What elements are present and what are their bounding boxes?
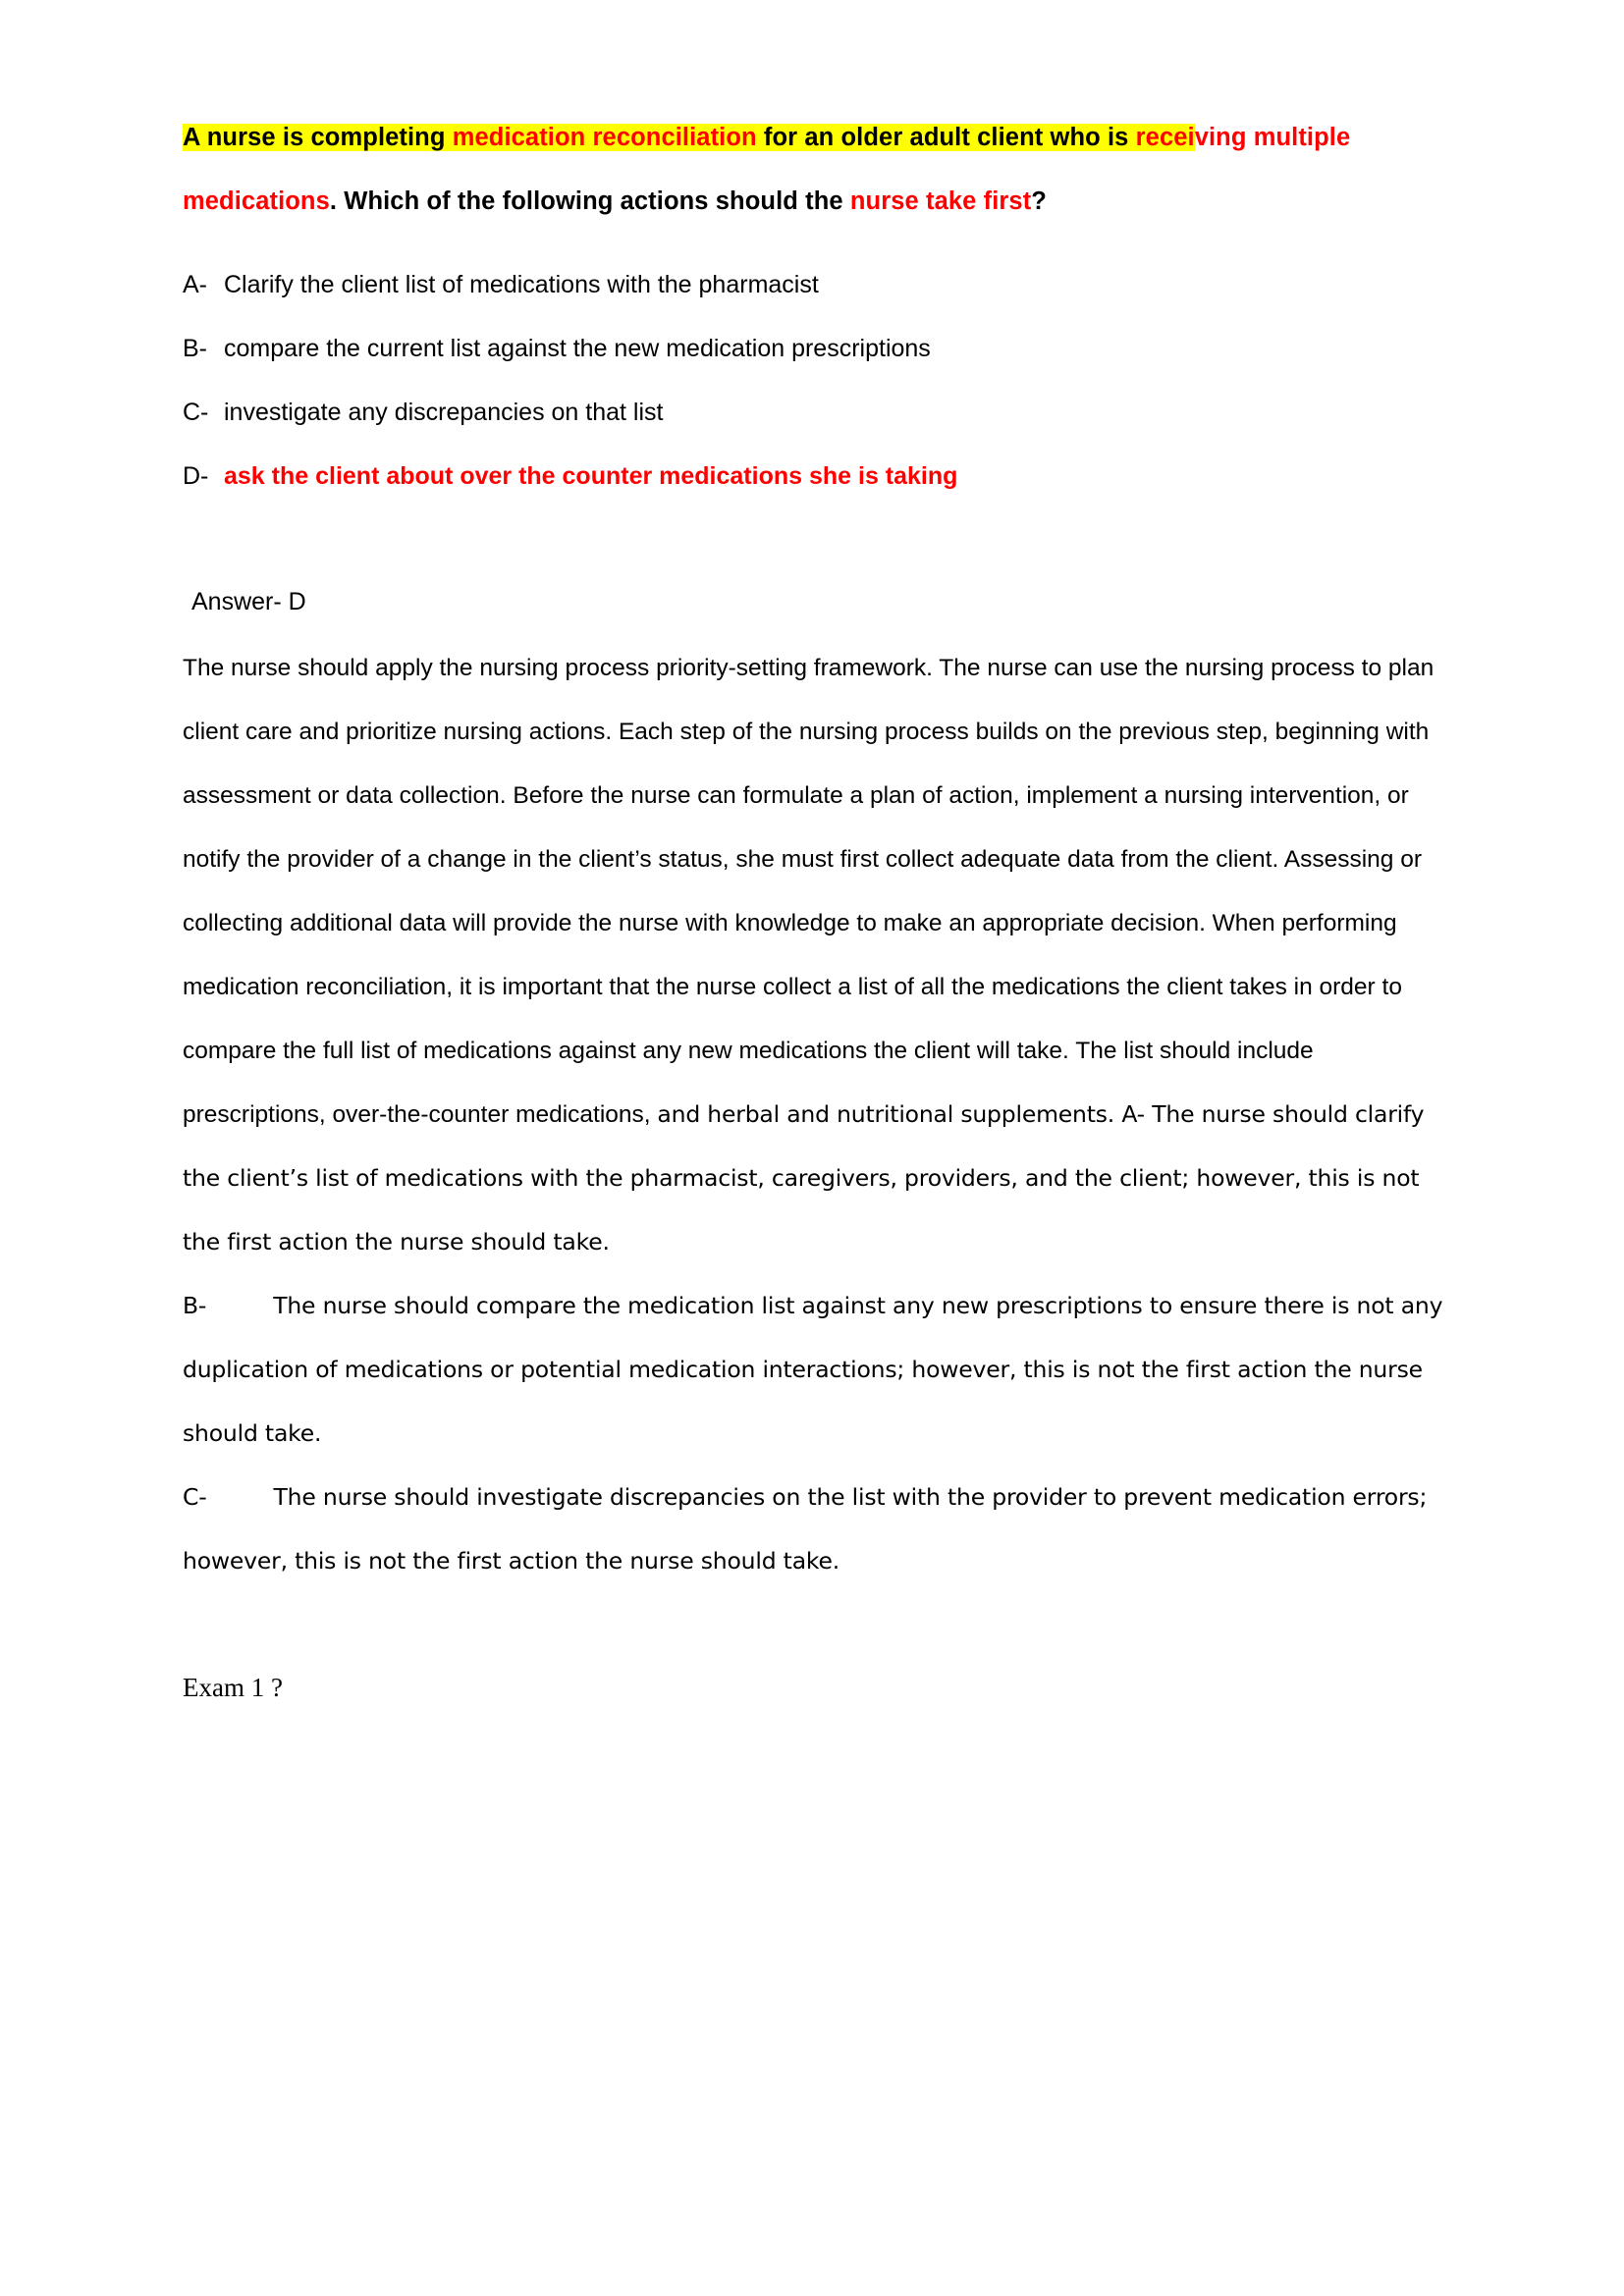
option-b-text: compare the current list against the new medication prescriptions bbox=[224, 335, 931, 362]
footer-exam-note: Exam 1 ? bbox=[183, 1673, 283, 1702]
option-a[interactable] bbox=[183, 253, 1447, 317]
stem-segment-red-3: nurse take first bbox=[849, 187, 1032, 215]
option-d-letter: D- bbox=[183, 462, 209, 490]
option-d-text: ask the client about over the counter medications she is taking bbox=[224, 462, 958, 490]
answer-options-list bbox=[183, 253, 1447, 508]
rationale-c-text: The nurse should investigate discrepancies on the list with the provider to prevent medication errors; however, this is not the first action the nurse should take. bbox=[183, 1483, 1428, 1575]
rationale-main-paragraph bbox=[183, 636, 1447, 1274]
rationale-c-letter: C- bbox=[183, 1483, 207, 1511]
rationale-main-narrow: The nurse should apply the nursing process priority-setting framework. The nurse can use the nursing process to plan client care and prioritize nursing actions. Each step of the nursing process builds on the previous step, beginning with assessment or data collection. Before the nurse can formulate a plan of action, implement a nursing intervention, or notify the provider of a change in the client’s status, she must first collect adequate data from the client. Assessing or collecting additional data will provide the nurse with knowledge to make an appropriate decision. When performing medication reconciliation, it is important that the nurse collect a list of all the medications the client takes in order to compare the full list of medications against any new medications the client will take. The list should include prescriptions, over-the-counter medications, bbox=[183, 655, 1435, 1128]
option-b[interactable] bbox=[183, 317, 1447, 381]
option-b-letter: B- bbox=[183, 335, 207, 362]
question-stem bbox=[183, 106, 1447, 234]
option-a-letter: A- bbox=[183, 271, 207, 298]
option-c-letter: C- bbox=[183, 399, 209, 426]
document-content bbox=[183, 106, 1447, 1707]
option-d[interactable] bbox=[183, 445, 1447, 508]
rationale-b-text: The nurse should compare the medication list against any new prescriptions to ensure there is not any duplication of medications or potential medication interactions; however, this is not the first action the nurse should take. bbox=[183, 1292, 1443, 1447]
rationale-option-c bbox=[183, 1466, 1447, 1593]
stem-segment-red-highlight: recei bbox=[1135, 124, 1195, 151]
option-c[interactable] bbox=[183, 381, 1447, 445]
stem-segment-plain-2: for an older adult client who is bbox=[756, 124, 1136, 151]
rationale-option-b bbox=[183, 1274, 1447, 1466]
stem-segment-red-2: ving multiple medications bbox=[183, 124, 1351, 215]
stem-segment-red-1: medication reconciliation bbox=[452, 124, 757, 151]
rationale-b-letter: B- bbox=[183, 1292, 207, 1319]
rationale-main-wide: and herbal and nutritional supplements. A- The nurse should clarify the client’s list of medications with the pharmacist, caregivers, providers, and the client; however, this is not the first action the nurse should take. bbox=[183, 1100, 1425, 1255]
stem-segment-plain-3: . Which of the following actions should the bbox=[329, 187, 850, 215]
answer-label: Answer- D bbox=[191, 588, 306, 615]
option-c-text: investigate any discrepancies on that list bbox=[224, 399, 664, 426]
stem-segment-plain-4: ? bbox=[1031, 187, 1047, 215]
option-a-text: Clarify the client list of medications with the pharmacist bbox=[224, 271, 819, 298]
stem-segment-plain-1: A nurse is completing bbox=[183, 124, 453, 151]
